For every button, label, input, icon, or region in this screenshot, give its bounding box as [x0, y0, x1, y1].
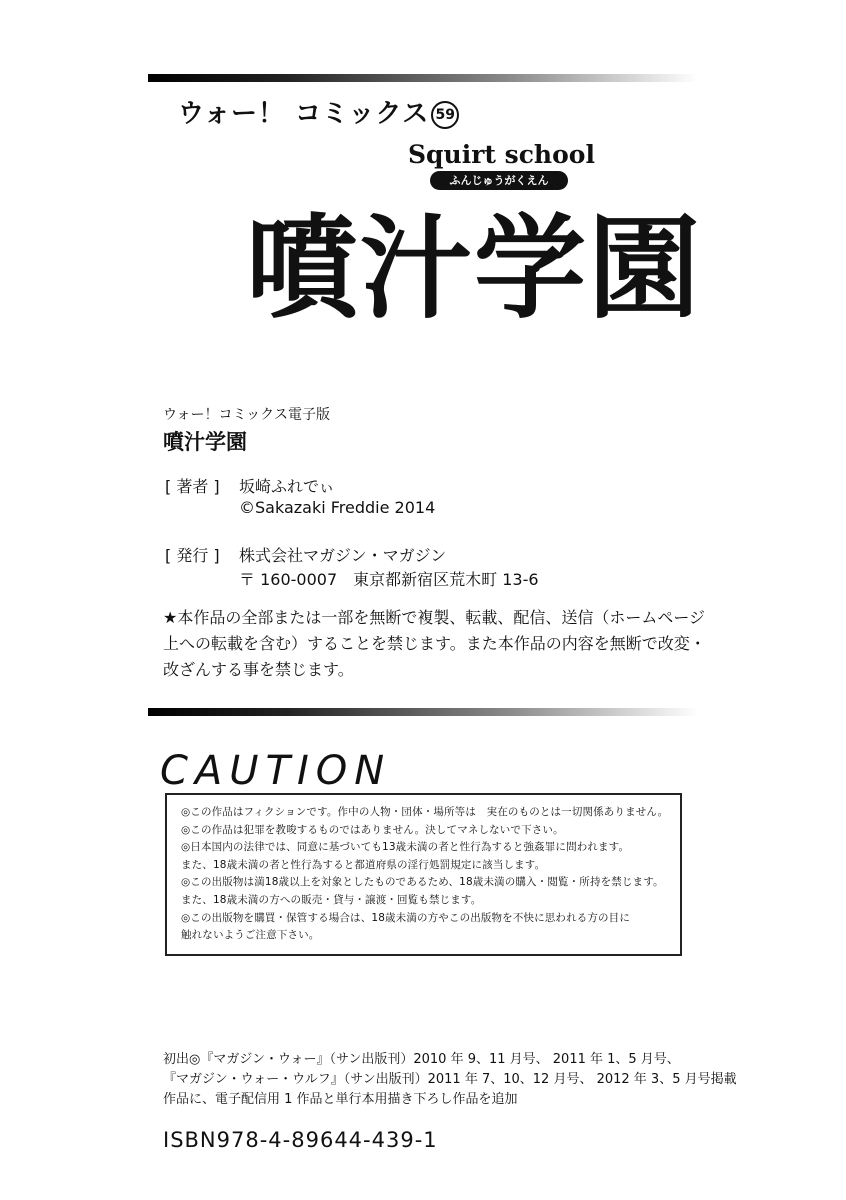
series-number-badge: 59 — [431, 101, 459, 129]
caution-line: ◎日本国内の法律では、同意に基づいても13歳未満の者と性行為すると強姦罪に問われます。 — [181, 841, 630, 854]
top-divider — [148, 74, 698, 82]
notice-line: 改ざんする事を禁じます。 — [163, 660, 354, 679]
publisher-label: [ 発行 ] — [165, 546, 220, 565]
caution-line: ◎この出版物は満18歳以上を対象としたものであるため、18歳未満の購入・閲覧・所持を禁じます。 — [181, 876, 664, 889]
notice-line: 上への転載を含む）することを禁じます。また本作品の内容を無断で改変・ — [163, 634, 706, 653]
logo-english-title: Squirt school — [408, 140, 595, 169]
logo-reading: ふんじゅうがくえん — [430, 171, 568, 190]
isbn: ISBN978-4-89644-439-1 — [163, 1128, 438, 1152]
publisher-address: 〒 160-0007 東京都新宿区荒木町 13-6 — [239, 570, 539, 589]
first-published-line: 初出◎『マガジン・ウォー』（サン出版刊）2010 年 9、11 月号、 2011 年 1、5 月号、 — [163, 1052, 680, 1067]
series-label — [178, 93, 459, 130]
caution-line: ◎この出版物を購買・保管する場合は、18歳未満の方やこの出版物を不快に思われる方の目に — [181, 911, 630, 924]
caution-line: また、18歳未満の者と性行為すると都道府県の淫行処罰規定に該当します。 — [181, 858, 546, 871]
middle-divider — [148, 708, 698, 716]
book-title: 噴汁学園 — [163, 430, 247, 454]
copyright-line: ©Sakazaki Freddie 2014 — [239, 498, 436, 517]
logo-title: 噴汁学園 — [246, 204, 702, 334]
series-name: ウォー！ コミックス — [178, 99, 430, 129]
author-name: 坂崎ふれでぃ — [239, 477, 335, 496]
caution-line: また、18歳未満の方への販売・貸与・譲渡・回覧も禁じます。 — [181, 893, 482, 906]
caution-box — [165, 793, 682, 956]
notice-line: ★本作品の全部または一部を無断で複製、転載、配信、送信（ホームページ — [163, 608, 706, 627]
first-published-line: 作品に、電子配信用 1 作品と単行本用描き下ろし作品を追加 — [163, 1092, 518, 1107]
caution-line: ◎この作品はフィクションです。作中の人物・団体・場所等は 実在のものとは一切関係ありません。 — [181, 806, 669, 818]
first-published-line: 『マガジン・ウォー・ウルフ』（サン出版刊）2011 年 7、10、12 月号、 2012 年 3、5 月号掲載 — [163, 1072, 737, 1087]
caution-line: ◎この作品は犯罪を教唆するものではありません。決してマネしないで下さい。 — [181, 823, 564, 836]
caution-line: 触れないようご注意下さい。 — [181, 929, 320, 942]
author-label: [ 著者 ] — [165, 477, 220, 496]
copyright-notice — [163, 605, 708, 683]
publisher-name: 株式会社マガジン・マガジン — [239, 546, 447, 565]
caution-heading: CAUTION — [160, 748, 392, 794]
edition-label: ウォー！コミックス電子版 — [163, 407, 331, 423]
